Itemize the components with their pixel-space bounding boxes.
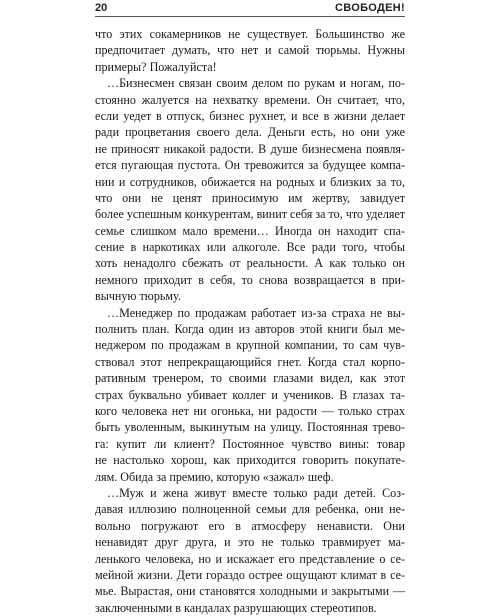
paragraph [95,305,405,485]
text-line: что этих сокамерников не существует. Большинство же [95,27,405,41]
body-text [95,26,405,616]
running-header [95,2,405,17]
text-line: заключенными в кандалах разрушающих стереотипов. [95,600,377,615]
text-line: неджером по продажам в крупной компании, то сам чув- [95,338,405,353]
running-title: СВОБОДЕН! [335,2,405,14]
text-line: кого человека нет ни огонька, ни радости — только страх [95,403,405,418]
text-line: не настолько хорош, как приходится говорить покупате- [95,453,405,468]
text-line: ется пугающая пустота. Он тревожится за будущее компа- [95,158,405,173]
text-line: быть уволенным, выкинутым на улицу. Постоянная трево- [95,420,405,435]
text-line: страх буквально убивает коллег и учеников. В глазах та- [95,387,405,402]
text-line: лям. Обида за премию, которую «зажал» шеф. [95,469,334,484]
text-line: хоть ненадолго сбежать от реальности. А как только он [95,256,405,271]
text-line: давая иллюзию полноценной семьи для ребенка, они не- [95,502,405,517]
paragraph [95,26,405,75]
text-line: стоянно жалуется на нехватку времени. Он считает, что, [95,92,405,107]
text-line: вычную тюрьму. [95,289,181,304]
text-line: немного приходит в себя, то снова возвращается в при- [95,272,405,287]
text-line: ленького человека, но и искажает его представление о се- [95,551,405,566]
text-line: полнить план. Когда один из авторов этой книги был ме- [95,322,405,337]
text-line: мейной жизни. Дети гораздо острее ощущают климат в се- [95,567,405,582]
paragraph [95,485,405,616]
text-line: нии и сотрудников, обижается на родных и близких за то, [95,174,405,189]
text-line: …Бизнесмен связан своим делом по рукам и ногам, по- [107,76,405,91]
text-line: примеры? Пожалуйста! [95,59,217,74]
text-line: ствовал этот непрекращающийся гнет. Когда стал корпо- [95,354,405,369]
text-line: …Муж и жена живут вместе только ради детей. Соз- [107,485,405,500]
text-line: га: купит ли клиент? Постоянное чувство вины: товар [95,436,405,451]
text-line: ради процветания своего дела. Деньги есть, но они уже [95,125,405,140]
paragraph [95,75,405,304]
text-line: что они не ценят приносимую им жертву, завидует [95,190,405,205]
text-line: вольно погружают его в атмосферу ненависти. Они [95,518,405,533]
text-line: более успешным конкурентам, винит себя за то, что уделяет [95,207,406,222]
text-line: если уедет в отпуск, бизнес рухнет, и все в жизни делает [95,108,405,123]
text-line: мье. Вырастая, они становятся холодными и закрытыми — [95,584,405,599]
text-line: …Менеджер по продажам работает из-за страха не вы- [107,305,405,320]
text-line: ненавидят друг друга, и это не только травмирует ма- [95,535,405,550]
text-line: предпочитает думать, что нет и самой тюрьмы. Нужны [95,43,405,58]
text-line: семье слишком мало времени… Иногда он находит спа- [95,223,405,238]
page-number: 20 [95,2,108,14]
text-line: не приносят никакой радости. В душе бизнесмена появля- [95,141,405,156]
text-line: ративным тренером, то своими глазами видел, как этот [95,371,405,386]
text-line: сение в наркотиках или алкоголе. Все ради того, чтобы [95,240,405,255]
